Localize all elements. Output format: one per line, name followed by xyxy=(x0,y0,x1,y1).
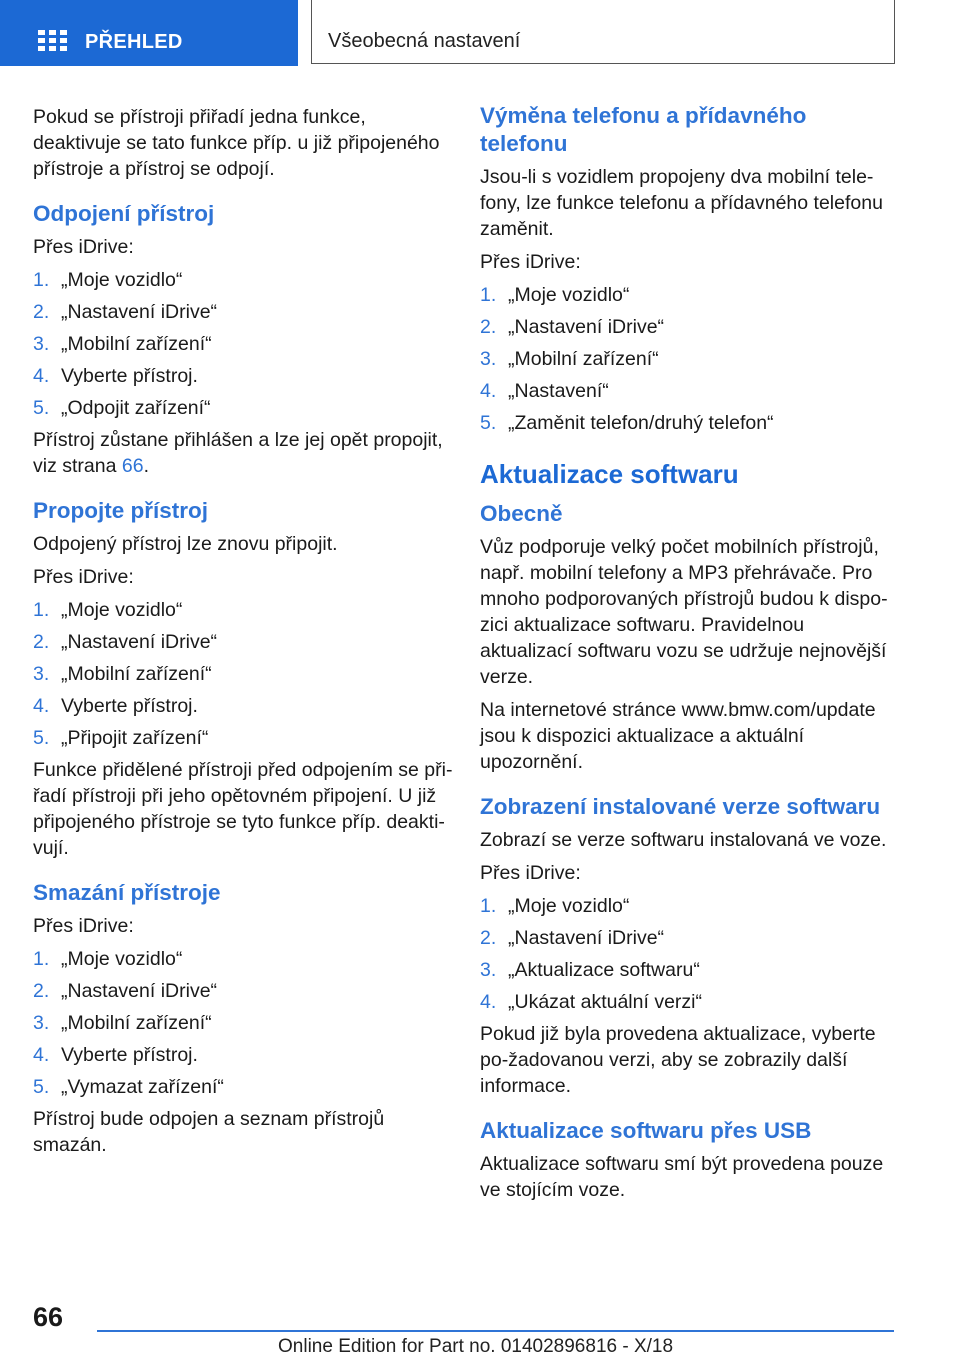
via-idrive: Přes iDrive: xyxy=(480,251,581,273)
overview-tab-label: PŘEHLED xyxy=(85,31,183,53)
list-item: 3. „Mobilní zařízení“ xyxy=(480,348,659,370)
list-item: 2. „Nastavení iDrive“ xyxy=(33,980,218,1002)
section-title-delete: Smazání přístroje xyxy=(33,880,221,905)
steps-list-version xyxy=(480,893,900,1015)
connect-text: Odpojený přístroj lze znovu připojit. xyxy=(33,533,338,555)
list-item: 1. „Moje vozidlo“ xyxy=(480,284,630,306)
list-item: 5. „Zaměnit telefon/druhý telefon“ xyxy=(480,412,774,434)
section-title-connect: Propojte přístroj xyxy=(33,498,209,523)
list-item: 5. „Vymazat zařízení“ xyxy=(33,1076,224,1098)
footer-edition: Online Edition for Part no. 01402896816 - X/18 xyxy=(278,1336,674,1357)
version-note: Pokud již byla provedena aktualizace, vyberte po-žadovanou verzi, aby se zobrazily další informace. xyxy=(480,1023,876,1097)
general-text-2: Na internetové stránce www.bmw.com/update jsou k dispozici aktualizace a aktuální upozornění. xyxy=(480,699,876,773)
list-item: 3. „Aktualizace softwaru“ xyxy=(480,959,700,981)
intro-paragraph: Pokud se přístroji přiřadí jedna funkce, deaktivuje se tato funkce příp. u již připojeného přístroje a přístroj se odpojí. xyxy=(33,106,440,180)
via-idrive: Přes iDrive: xyxy=(33,566,134,588)
steps-list-connect xyxy=(33,597,453,751)
section-title-usb: Aktualizace softwaru přes USB xyxy=(480,1118,812,1143)
chapter-tab[interactable] xyxy=(311,0,895,64)
general-text: Vůz podporuje velký počet mobilních přístrojů, např. mobilní telefony a MP3 přehrávače. Pro mnoho podporovaných přístrojů budou k dispo-zici aktualizace softwaru. Pravidelnou aktualizací softwaru vozu se udržuje nejnovější verze. xyxy=(480,536,888,688)
page-number: 66 xyxy=(33,1302,64,1332)
footer-divider xyxy=(97,1330,894,1332)
list-item: 4. „Nastavení“ xyxy=(480,380,609,402)
list-item: 4. Vyberte přístroj. xyxy=(33,1044,198,1066)
steps-list-swap xyxy=(480,282,900,436)
page-link[interactable]: 66 xyxy=(121,455,144,477)
list-item: 5. „Odpojit zařízení“ xyxy=(33,397,211,419)
overview-tab[interactable] xyxy=(0,0,298,66)
connect-note: Funkce přidělené přístroji před odpojením se při-řadí přístroji při jeho opětovném připojení. U již připojeného přístroje se tyto funkce příp. deakti-vují. xyxy=(33,759,453,859)
via-idrive: Přes iDrive: xyxy=(480,862,581,884)
disconnect-note: Přístroj zůstane přihlášen a lze jej opět propojit, viz strana 66. xyxy=(33,429,443,477)
section-title-general: Obecně xyxy=(480,501,563,526)
list-item: 3. „Mobilní zařízení“ xyxy=(33,1012,212,1034)
list-item: 4. Vyberte přístroj. xyxy=(33,695,198,717)
version-text: Zobrazí se verze softwaru instalovaná ve voze. xyxy=(480,829,887,851)
right-column xyxy=(480,100,900,1210)
list-item: 3. „Mobilní zařízení“ xyxy=(33,333,212,355)
list-item: 4. „Ukázat aktuální verzi“ xyxy=(480,991,702,1013)
list-item: 2. „Nastavení iDrive“ xyxy=(33,631,218,653)
grid-menu-icon xyxy=(38,30,66,52)
via-idrive: Přes iDrive: xyxy=(33,915,134,937)
page-header xyxy=(0,0,960,66)
via-idrive: Přes iDrive: xyxy=(33,236,134,258)
chapter-heading-update: Aktualizace softwaru xyxy=(480,459,739,489)
section-title-swap: Výměna telefonu a přídavného telefonu xyxy=(480,103,807,156)
steps-list-disconnect xyxy=(33,267,453,421)
list-item: 2. „Nastavení iDrive“ xyxy=(33,301,218,323)
section-title-disconnect: Odpojení přístroj xyxy=(33,201,215,226)
list-item: 4. Vyberte přístroj. xyxy=(33,365,198,387)
list-item: 1. „Moje vozidlo“ xyxy=(33,599,183,621)
left-column xyxy=(33,100,453,1165)
list-item: 2. „Nastavení iDrive“ xyxy=(480,316,665,338)
list-item: 1. „Moje vozidlo“ xyxy=(33,269,183,291)
section-title-version: Zobrazení instalované verze softwaru xyxy=(480,794,881,819)
list-item: 5. „Připojit zařízení“ xyxy=(33,727,209,749)
list-item: 2. „Nastavení iDrive“ xyxy=(480,927,665,949)
swap-text: Jsou-li s vozidlem propojeny dva mobilní tele-fony, lze funkce telefonu a přídavného telefonu zaměnit. xyxy=(480,166,883,240)
chapter-title: Všeobecná nastavení xyxy=(328,30,521,52)
usb-text: Aktualizace softwaru smí být provedena pouze ve stojícím voze. xyxy=(480,1153,884,1201)
delete-note: Přístroj bude odpojen a seznam přístrojů smazán. xyxy=(33,1108,385,1156)
list-item: 3. „Mobilní zařízení“ xyxy=(33,663,212,685)
list-item: 1. „Moje vozidlo“ xyxy=(33,948,183,970)
steps-list-delete xyxy=(33,946,453,1100)
list-item: 1. „Moje vozidlo“ xyxy=(480,895,630,917)
